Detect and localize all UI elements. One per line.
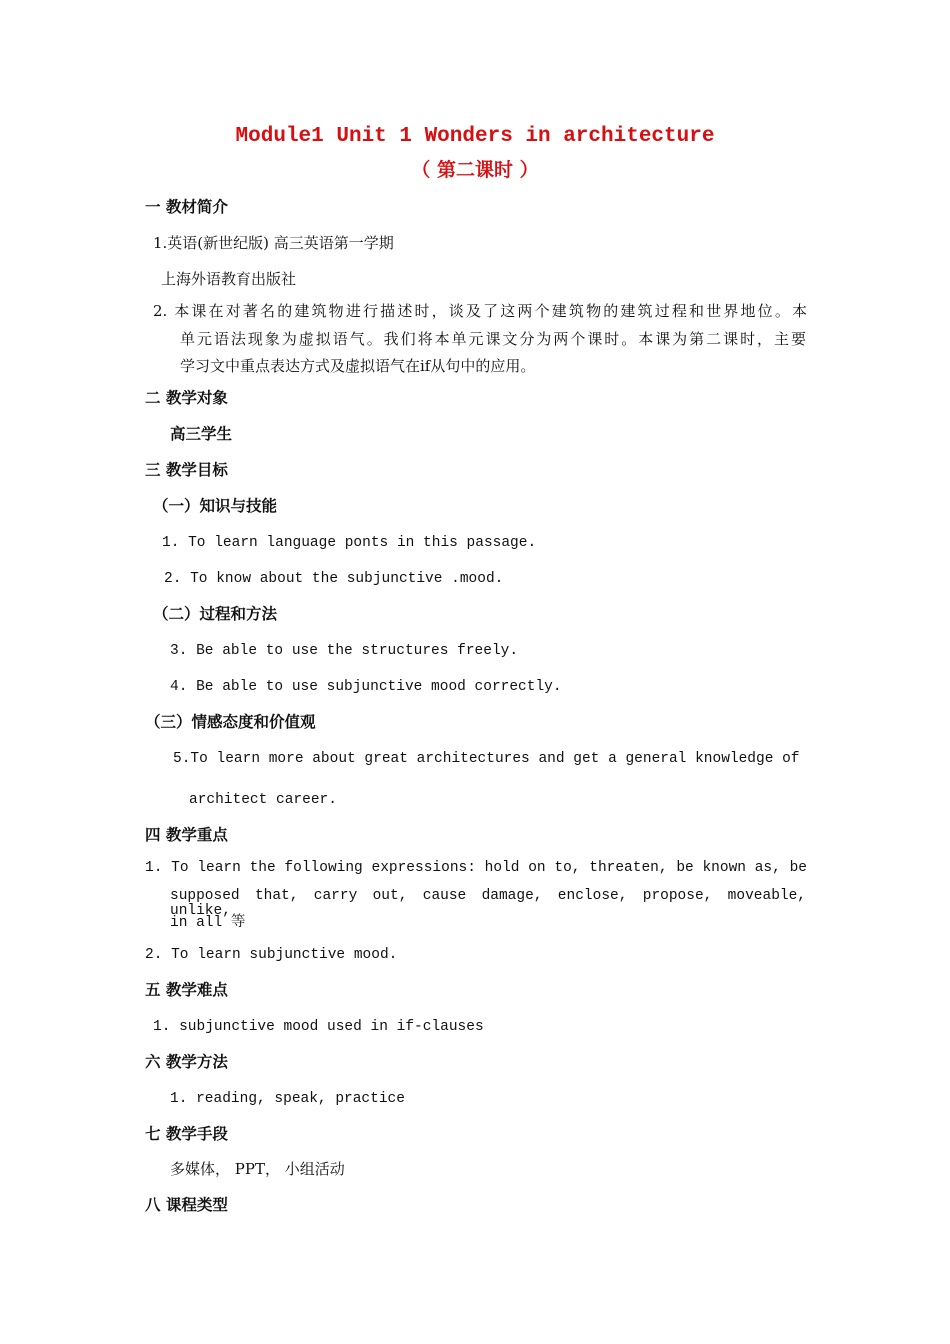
document-title: Module1 Unit 1 Wonders in architecture [235, 125, 715, 148]
objective-item-2: 2. To know about the subjunctive .mood. [164, 571, 504, 587]
keypoint-item-1-line-3: in all 等 [170, 915, 246, 931]
objective-subheading-3: （三）情感态度和价值观 [145, 713, 316, 731]
objective-item-3: 3. Be able to use the structures freely. [170, 643, 519, 659]
section-heading-7: 七 教学手段 [145, 1125, 228, 1143]
textbook-item-1: 1.英语(新世纪版) 高三英语第一学期 [153, 234, 394, 252]
objective-subheading-2: （二）过程和方法 [153, 605, 278, 623]
document-subtitle: （ 第二课时 ） [411, 159, 539, 181]
keypoint-item-2: 2. To learn subjunctive mood. [145, 947, 398, 963]
keypoint-item-1-line-1: 1. To learn the following expressions: hold on to, threaten, be known as, be [145, 860, 807, 876]
audience-text: 高三学生 [170, 425, 233, 443]
textbook-item-2-line-1: 2. 本课在对著名的建筑物进行描述时，谈及了这两个建筑物的建筑过程和世界地位。本 [153, 302, 807, 320]
method-item-1: 1. reading, speak, practice [170, 1091, 405, 1107]
textbook-item-2-line-2: 单元语法现象为虚拟语气。我们将本单元课文分为两个课时。本课为第二课时，主要 [180, 330, 806, 348]
section-heading-6: 六 教学方法 [145, 1053, 228, 1071]
difficulty-item-1: 1. subjunctive mood used in if-clauses [153, 1019, 484, 1035]
section-heading-3: 三 教学目标 [145, 461, 228, 479]
section-heading-4: 四 教学重点 [145, 826, 228, 844]
objective-item-4: 4. Be able to use subjunctive mood correctly. [170, 679, 562, 695]
section-heading-1: 一 教材简介 [145, 198, 228, 216]
objective-item-5-line-1: 5.To learn more about great architectures and get a general knowledge of [173, 751, 800, 767]
teaching-aids-text: 多媒体， PPT， 小组活动 [170, 1160, 345, 1178]
objective-item-1: 1. To learn language ponts in this passage. [162, 535, 537, 551]
publisher-text: 上海外语教育出版社 [161, 270, 297, 288]
textbook-item-2-line-3: 学习文中重点表达方式及虚拟语气在if从句中的应用。 [180, 357, 536, 375]
section-heading-8: 八 课程类型 [145, 1196, 228, 1214]
objective-subheading-1: （一）知识与技能 [153, 497, 278, 515]
objective-item-5-line-2: architect career. [189, 792, 337, 808]
keypoint-item-1-line-2: supposed that, carry out, cause damage, enclose, propose, moveable, unlike, [170, 888, 806, 919]
section-heading-2: 二 教学对象 [145, 389, 228, 407]
section-heading-5: 五 教学难点 [145, 981, 228, 999]
